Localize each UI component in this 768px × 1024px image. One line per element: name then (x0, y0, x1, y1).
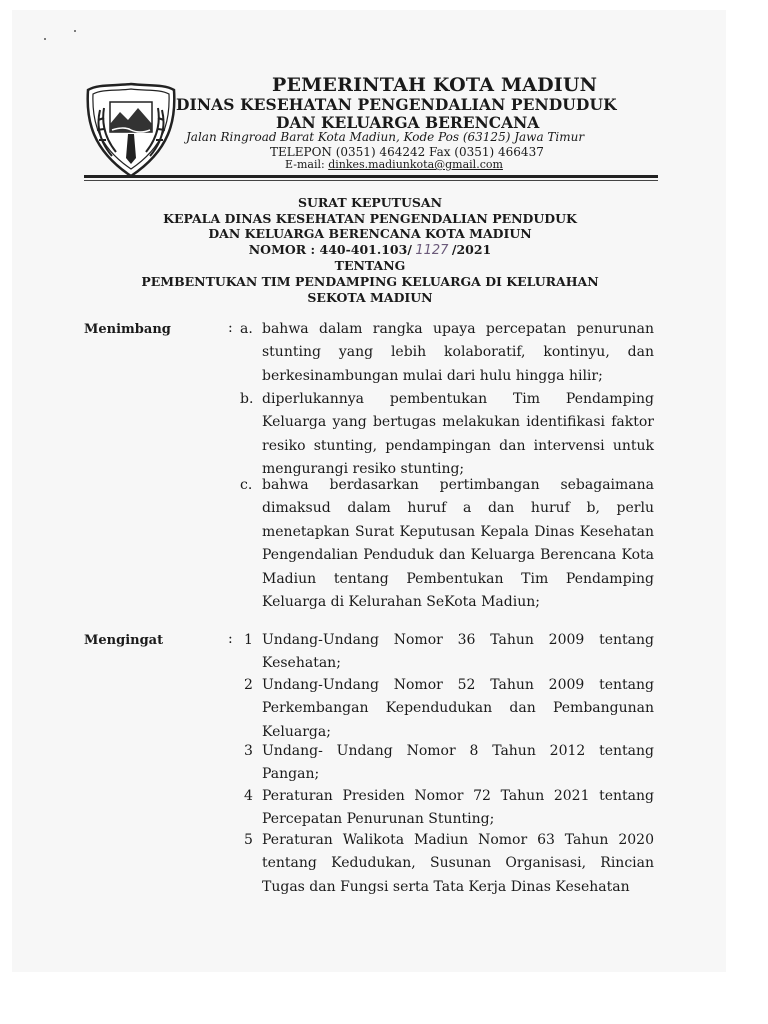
menimbang-item-a (240, 318, 654, 388)
item-text: Peraturan Walikota Madiun Nomor 63 Tahun 2020 tentang Kedudukan, Susunan Organisasi, Rincian Tugas dan Fungsi serta Tata Kerja Dinas Kesehatan (262, 832, 654, 895)
item-marker: a. (240, 321, 253, 337)
letterhead-divider (84, 175, 658, 178)
menimbang-item-c (240, 474, 654, 614)
item-marker: 4 (244, 788, 253, 804)
decree-number (100, 242, 640, 259)
decree-subject-cont: SEKOTA MADIUN (307, 289, 433, 305)
decree-number-prefix: NOMOR : 440-401.103/ (248, 241, 412, 257)
letterhead-address: Jalan Ringroad Barat Kota Madiun, Kode Pos (63125) Jawa Timur (186, 130, 585, 144)
item-text: Undang-Undang Nomor 36 Tahun 2009 tentang Kesehatan; (262, 632, 654, 672)
mengingat-item-2 (240, 674, 654, 744)
menimbang-colon: : (228, 320, 233, 336)
item-text: Peraturan Presiden Nomor 72 Tahun 2021 tentang Percepatan Penurunan Stunting; (262, 788, 654, 828)
item-marker: b. (240, 391, 254, 407)
item-marker: 2 (244, 677, 253, 693)
item-text: bahwa dalam rangka upaya percepatan penurunan stunting yang lebih kolaboratif, kontinyu, dan berkesinambungan mulai dari hulu hingga hilir; (262, 321, 654, 384)
item-marker: 1 (244, 632, 253, 648)
scan-speck (74, 30, 76, 32)
letterhead-agency-name-cont: DAN KELUARGA BERENCANA (276, 113, 540, 132)
decree-issuer-cont: DAN KELUARGA BERENCANA KOTA MADIUN (208, 226, 532, 242)
item-text: diperlukannya pembentukan Tim Pendamping Keluarga yang bertugas melakukan identifikasi faktor resiko stunting, pendampingan dan intervensi untuk mengurangi resiko stunting; (262, 391, 654, 478)
email-link[interactable]: dinkes.madiunkota@gmail.com (328, 158, 503, 171)
decree-title-block (100, 195, 640, 305)
menimbang-label: Menimbang (84, 322, 171, 337)
menimbang-item-b (240, 388, 654, 482)
decree-type: SURAT KEPUTUSAN (297, 195, 443, 210)
item-text: bahwa berdasarkan pertimbangan sebagaimana dimaksud dalam huruf a dan huruf b, perlu menetapkan Surat Keputusan Kepala Dinas Kesehatan Pengendalian Penduduk dan Keluarga Berencana Kota Madiun tentang Pembentukan Tim Pendamping Keluarga di Kelurahan SeKota Madiun; (262, 477, 654, 611)
decree-number-suffix: /2021 (451, 241, 492, 257)
decree-number-handwritten: 1127 (415, 242, 449, 258)
item-marker: 3 (244, 743, 253, 759)
mengingat-item-1 (240, 629, 654, 676)
letterhead-divider-thin (84, 180, 658, 181)
decree-subject: PEMBENTUKAN TIM PENDAMPING KELUARGA DI KELURAHAN (141, 273, 599, 289)
decree-tentang: TENTANG (334, 258, 406, 274)
letterhead-phone: TELEPON (0351) 464242 Fax (0351) 466437 (270, 145, 544, 159)
scan-speck (44, 38, 46, 40)
decree-issuer: KEPALA DINAS KESEHATAN PENGENDALIAN PENDUDUK (163, 210, 577, 226)
mengingat-colon: : (228, 631, 233, 647)
letterhead-government-name: PEMERINTAH KOTA MADIUN (272, 74, 598, 96)
item-marker: c. (240, 477, 253, 493)
madiun-city-emblem-icon (84, 80, 178, 180)
item-text: Undang-Undang Nomor 52 Tahun 2009 tentang Perkembangan Kependudukan dan Pembangunan Keluarga; (262, 677, 654, 740)
letterhead-agency-name: DINAS KESEHATAN PENGENDALIAN PENDUDUK (176, 95, 617, 114)
mengingat-item-3 (240, 740, 654, 787)
mengingat-item-5 (240, 829, 654, 899)
letterhead-email-line (285, 158, 503, 171)
item-text: Undang- Undang Nomor 8 Tahun 2012 tentang Pangan; (262, 743, 654, 783)
item-marker: 5 (244, 832, 253, 848)
mengingat-item-4 (240, 785, 654, 832)
mengingat-label: Mengingat (84, 633, 164, 648)
email-label: E-mail: (285, 158, 329, 171)
